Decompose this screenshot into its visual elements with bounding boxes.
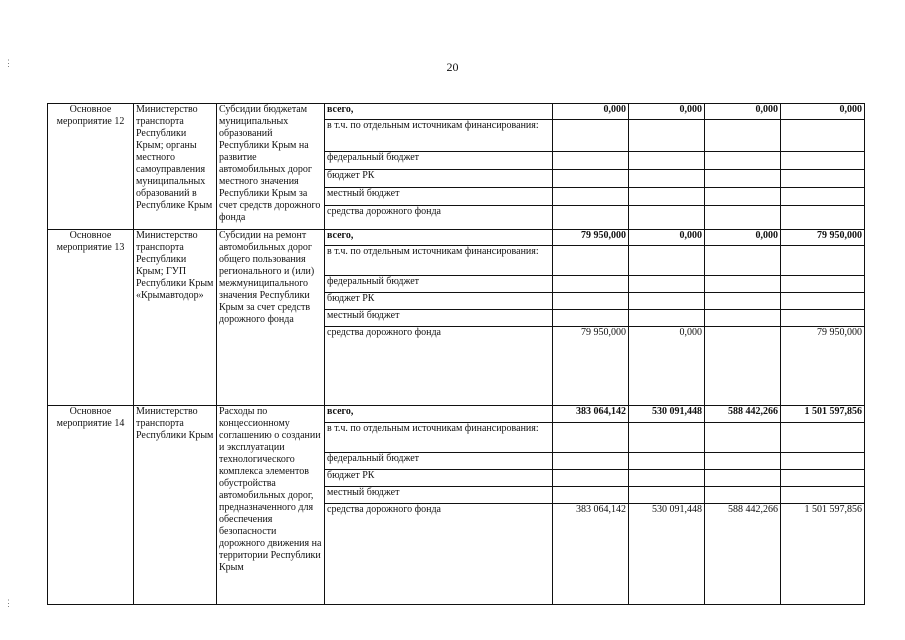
value-cell — [553, 246, 629, 276]
value-cell — [629, 293, 705, 310]
value-cell — [705, 276, 781, 293]
value-cell — [553, 188, 629, 206]
value-cell: 0,000 — [553, 104, 629, 120]
value-cell — [553, 120, 629, 152]
value-cell — [781, 276, 865, 293]
value-cell — [705, 120, 781, 152]
activity-name: Основное мероприятие 13 — [48, 230, 134, 406]
value-cell — [553, 423, 629, 453]
value-cell — [553, 170, 629, 188]
activity-name: Основное мероприятие 12 — [48, 104, 134, 230]
value-cell: 0,000 — [705, 230, 781, 246]
value-cell — [705, 423, 781, 453]
value-cell: 588 442,266 — [705, 504, 781, 605]
value-cell — [629, 276, 705, 293]
funding-source: средства дорожного фонда — [325, 206, 553, 230]
value-cell: 79 950,000 — [781, 327, 865, 406]
value-cell — [629, 206, 705, 230]
margin-scan-mark: ⋮ — [4, 598, 13, 608]
value-cell — [553, 470, 629, 487]
value-cell — [705, 470, 781, 487]
value-cell — [553, 453, 629, 470]
value-cell: 530 091,448 — [629, 406, 705, 423]
table-row — [48, 230, 865, 246]
value-cell — [781, 120, 865, 152]
funding-source: бюджет РК — [325, 470, 553, 487]
value-cell: 79 950,000 — [553, 230, 629, 246]
activity-name: Основное мероприятие 14 — [48, 406, 134, 605]
funding-source: федеральный бюджет — [325, 276, 553, 293]
value-cell — [705, 206, 781, 230]
value-cell — [781, 152, 865, 170]
value-cell — [553, 152, 629, 170]
funding-source: местный бюджет — [325, 188, 553, 206]
value-cell — [781, 170, 865, 188]
executor-cell: Министерство транспорта Республики Крым; органы местного самоуправления муниципальных образований в Республике Крым — [134, 104, 217, 230]
funding-source: всего, — [325, 104, 553, 120]
description-cell: Субсидии на ремонт автомобильных дорог общего пользования регионального и (или) межмуниципального значения Республики Крым за счет средств дорожного фонда — [217, 230, 325, 406]
funding-source: бюджет РК — [325, 170, 553, 188]
value-cell: 79 950,000 — [781, 230, 865, 246]
funding-source: в т.ч. по отдельным источникам финансирования: — [325, 246, 553, 276]
value-cell — [629, 120, 705, 152]
table-row — [48, 406, 865, 423]
funding-source: федеральный бюджет — [325, 453, 553, 470]
value-cell: 530 091,448 — [629, 504, 705, 605]
funding-source: в т.ч. по отдельным источникам финансирования: — [325, 423, 553, 453]
value-cell — [705, 453, 781, 470]
value-cell — [781, 423, 865, 453]
value-cell — [629, 310, 705, 327]
value-cell — [629, 453, 705, 470]
value-cell — [553, 310, 629, 327]
description-cell: Расходы по концессионному соглашению о создании и эксплуатации технологического комплекса элементов обустройства автомобильных дорог, предназначенного для обеспечения безопасности дорожного движения на территории Республики Крым — [217, 406, 325, 605]
funding-source: средства дорожного фонда — [325, 504, 553, 605]
value-cell — [705, 327, 781, 406]
funding-source: местный бюджет — [325, 310, 553, 327]
value-cell: 0,000 — [629, 104, 705, 120]
value-cell — [629, 152, 705, 170]
table-row — [48, 104, 865, 120]
funding-source: федеральный бюджет — [325, 152, 553, 170]
value-cell — [705, 170, 781, 188]
funding-source: местный бюджет — [325, 487, 553, 504]
value-cell — [629, 423, 705, 453]
executor-cell: Министерство транспорта Республики Крым; ГУП Республики Крым «Крымавтодор» — [134, 230, 217, 406]
value-cell — [629, 188, 705, 206]
value-cell — [781, 453, 865, 470]
value-cell: 0,000 — [705, 104, 781, 120]
funding-table — [47, 103, 865, 605]
value-cell — [705, 487, 781, 504]
margin-scan-mark: ⋮ — [4, 58, 13, 68]
value-cell: 0,000 — [781, 104, 865, 120]
value-cell — [629, 246, 705, 276]
value-cell: 1 501 597,856 — [781, 504, 865, 605]
value-cell — [553, 206, 629, 230]
value-cell — [553, 293, 629, 310]
value-cell — [781, 487, 865, 504]
funding-source: средства дорожного фонда — [325, 327, 553, 406]
value-cell — [781, 470, 865, 487]
value-cell — [781, 293, 865, 310]
value-cell: 383 064,142 — [553, 406, 629, 423]
funding-source: в т.ч. по отдельным источникам финансирования: — [325, 120, 553, 152]
value-cell — [629, 170, 705, 188]
value-cell — [705, 152, 781, 170]
value-cell — [553, 487, 629, 504]
funding-source: всего, — [325, 406, 553, 423]
value-cell: 0,000 — [629, 327, 705, 406]
value-cell — [705, 246, 781, 276]
value-cell — [705, 310, 781, 327]
value-cell: 383 064,142 — [553, 504, 629, 605]
funding-source: всего, — [325, 230, 553, 246]
executor-cell: Министерство транспорта Республики Крым — [134, 406, 217, 605]
value-cell — [705, 188, 781, 206]
value-cell: 588 442,266 — [705, 406, 781, 423]
value-cell — [781, 310, 865, 327]
value-cell — [553, 276, 629, 293]
page-number: 20 — [446, 60, 459, 74]
value-cell — [629, 487, 705, 504]
value-cell — [629, 470, 705, 487]
value-cell — [781, 188, 865, 206]
value-cell: 0,000 — [629, 230, 705, 246]
value-cell — [781, 206, 865, 230]
value-cell — [705, 293, 781, 310]
description-cell: Субсидии бюджетам муниципальных образований Республики Крым на развитие автомобильных дорог местного значения Республики Крым за счет средств дорожного фонда — [217, 104, 325, 230]
value-cell: 1 501 597,856 — [781, 406, 865, 423]
value-cell: 79 950,000 — [553, 327, 629, 406]
funding-source: бюджет РК — [325, 293, 553, 310]
value-cell — [781, 246, 865, 276]
